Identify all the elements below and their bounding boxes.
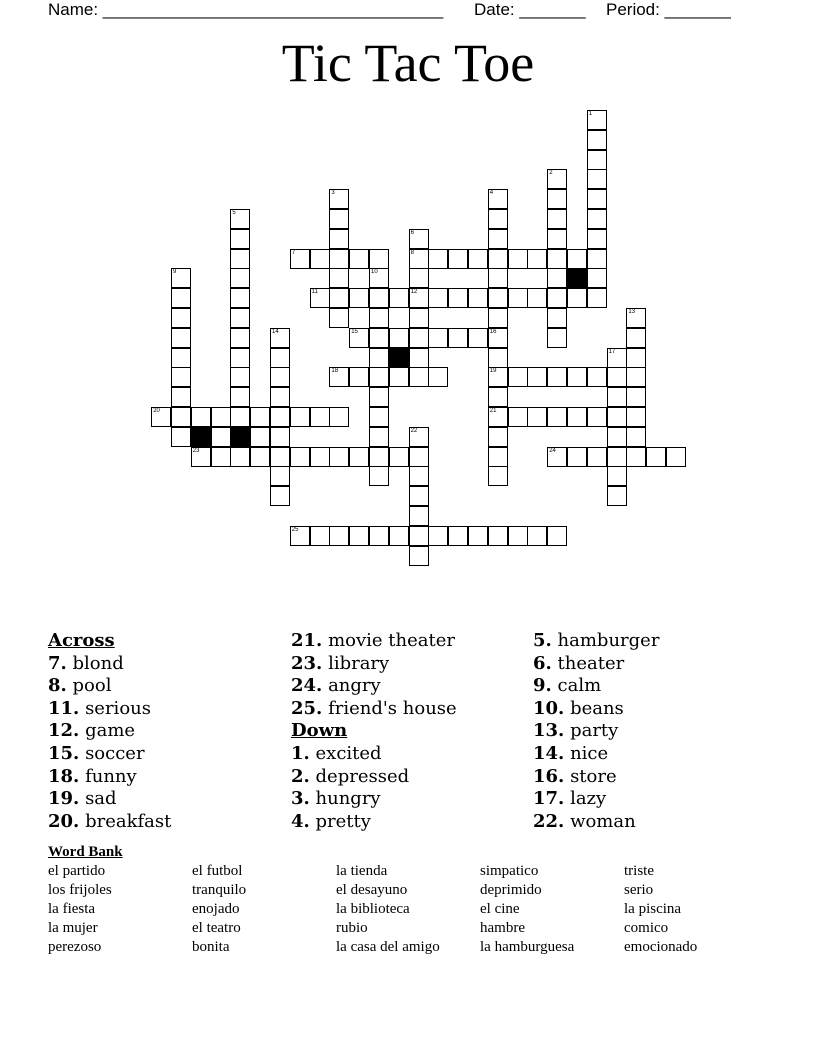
crossword-cell[interactable] bbox=[369, 308, 389, 328]
crossword-cell[interactable] bbox=[547, 189, 567, 209]
crossword-cell[interactable] bbox=[310, 288, 330, 308]
clue-number: 25 bbox=[291, 526, 299, 533]
clue-number: 13 bbox=[628, 309, 636, 315]
clue-8: 8. pool bbox=[48, 675, 112, 697]
crossword-cell[interactable] bbox=[448, 328, 468, 348]
crossword-cell[interactable] bbox=[310, 447, 330, 467]
crossword-cell[interactable] bbox=[488, 308, 508, 328]
word-bank-item: la fiesta bbox=[48, 901, 96, 917]
crossword-cell[interactable] bbox=[626, 407, 646, 427]
crossword-cell[interactable] bbox=[488, 387, 508, 407]
period-field-label[interactable]: Period: _______ bbox=[606, 0, 731, 19]
word-bank-item: los frijoles bbox=[48, 882, 112, 898]
word-bank-item: el teatro bbox=[192, 920, 241, 936]
crossword-cell[interactable] bbox=[369, 407, 389, 427]
crossword-cell[interactable] bbox=[547, 308, 567, 328]
clue-10: 10. beans bbox=[533, 697, 624, 719]
crossword-cell[interactable] bbox=[349, 328, 369, 348]
crossword-cell[interactable] bbox=[488, 466, 508, 486]
crossword-cell[interactable] bbox=[587, 249, 607, 269]
name-field-label[interactable]: Name: ____________________________________ bbox=[48, 0, 444, 19]
clue-6: 6. theater bbox=[533, 652, 625, 674]
crossword-cell[interactable] bbox=[428, 526, 448, 546]
word-bank-item: emocionado bbox=[624, 939, 698, 955]
crossword-cell[interactable] bbox=[547, 268, 567, 288]
clue-number: 14 bbox=[272, 328, 279, 335]
crossword-cell[interactable] bbox=[527, 407, 547, 427]
crossword-cell[interactable] bbox=[508, 526, 528, 546]
clue-number: 16 bbox=[489, 328, 497, 335]
crossword-cell[interactable] bbox=[508, 288, 528, 308]
word-bank-item: deprimido bbox=[480, 882, 542, 898]
crossword-cell[interactable] bbox=[250, 427, 270, 447]
clue-number: 10 bbox=[371, 269, 378, 276]
crossword-cell[interactable] bbox=[488, 229, 508, 249]
crossword-cell[interactable] bbox=[626, 308, 646, 328]
clue-number: 20 bbox=[153, 408, 160, 414]
crossword-cell[interactable] bbox=[587, 130, 607, 150]
clue-23: 23. library bbox=[291, 652, 390, 674]
word-bank-item: tranquilo bbox=[192, 882, 247, 898]
crossword-cell[interactable] bbox=[369, 348, 389, 368]
word-bank-column-4 bbox=[480, 862, 574, 957]
clue-number: 3 bbox=[331, 190, 335, 197]
crossword-cell[interactable] bbox=[270, 367, 290, 387]
crossword-cell[interactable] bbox=[270, 486, 290, 506]
clue-number: 4 bbox=[489, 190, 494, 197]
crossword-cell[interactable] bbox=[230, 367, 250, 387]
word-bank-item: hambre bbox=[480, 920, 525, 936]
crossword-cell[interactable] bbox=[468, 526, 488, 546]
crossword-cell[interactable] bbox=[448, 249, 468, 269]
crossword-block-cell bbox=[191, 427, 211, 447]
word-bank-item: enojado bbox=[192, 901, 240, 917]
crossword-cell[interactable] bbox=[587, 268, 607, 288]
crossword-cell[interactable] bbox=[349, 249, 369, 269]
crossword-cell[interactable] bbox=[409, 249, 429, 269]
crossword-cell[interactable] bbox=[508, 367, 528, 387]
crossword-cell[interactable] bbox=[409, 288, 429, 308]
crossword-cell[interactable] bbox=[230, 268, 250, 288]
crossword-cell[interactable] bbox=[488, 209, 508, 229]
word-bank-item: bonita bbox=[192, 939, 230, 955]
clue-number: 11 bbox=[311, 289, 318, 296]
clue-11: 11. serious bbox=[48, 697, 151, 719]
crossword-cell[interactable] bbox=[230, 249, 250, 269]
crossword-cell[interactable] bbox=[290, 447, 310, 467]
crossword-cell[interactable] bbox=[607, 387, 627, 407]
clue-13: 13. party bbox=[533, 720, 619, 742]
crossword-cell[interactable] bbox=[369, 526, 389, 546]
crossword-cell[interactable] bbox=[310, 407, 330, 427]
word-bank-item: el partido bbox=[48, 863, 106, 879]
crossword-cell[interactable] bbox=[369, 466, 389, 486]
crossword-cell[interactable] bbox=[230, 348, 250, 368]
crossword-cell[interactable] bbox=[230, 387, 250, 407]
crossword-cell[interactable] bbox=[626, 348, 646, 368]
crossword-cell[interactable] bbox=[488, 268, 508, 288]
crossword-cell[interactable] bbox=[409, 308, 429, 328]
crossword-cell[interactable] bbox=[567, 367, 587, 387]
clue-9: 9. calm bbox=[533, 675, 602, 697]
crossword-cell[interactable] bbox=[448, 288, 468, 308]
crossword-cell[interactable] bbox=[310, 249, 330, 269]
crossword-cell[interactable] bbox=[626, 387, 646, 407]
crossword-cell[interactable] bbox=[607, 407, 627, 427]
crossword-cell[interactable] bbox=[488, 526, 508, 546]
crossword-cell[interactable] bbox=[230, 407, 250, 427]
crossword-cell[interactable] bbox=[547, 249, 567, 269]
word-bank-item: la piscina bbox=[624, 901, 682, 917]
crossword-cell[interactable] bbox=[488, 367, 508, 387]
crossword-cell[interactable] bbox=[270, 447, 290, 467]
crossword-cell[interactable] bbox=[646, 447, 666, 467]
word-bank-item: el desayuno bbox=[336, 882, 408, 898]
crossword-cell[interactable] bbox=[409, 466, 429, 486]
crossword-cell[interactable] bbox=[409, 348, 429, 368]
crossword-cell[interactable] bbox=[567, 407, 587, 427]
crossword-cell[interactable] bbox=[349, 526, 369, 546]
clue-12: 12. game bbox=[48, 720, 136, 742]
crossword-cell[interactable] bbox=[369, 328, 389, 348]
clue-5: 5. hamburger bbox=[533, 630, 660, 651]
crossword-cell[interactable] bbox=[607, 367, 627, 387]
crossword-cell[interactable] bbox=[369, 249, 389, 269]
clue-number: 1 bbox=[588, 111, 593, 117]
crossword-cell[interactable] bbox=[191, 407, 211, 427]
crossword-cell[interactable] bbox=[587, 288, 607, 308]
clue-19: 19. sad bbox=[48, 788, 117, 810]
clue-number: 18 bbox=[331, 368, 339, 375]
crossword-cell[interactable] bbox=[151, 407, 171, 427]
crossword-cell[interactable] bbox=[468, 328, 488, 348]
crossword-cell[interactable] bbox=[349, 367, 369, 387]
crossword-cell[interactable] bbox=[171, 308, 191, 328]
crossword-cell[interactable] bbox=[547, 407, 567, 427]
crossword-cell[interactable] bbox=[310, 526, 330, 546]
crossword-cell[interactable] bbox=[409, 367, 429, 387]
crossword-cell[interactable] bbox=[389, 447, 409, 467]
crossword-cell[interactable] bbox=[329, 367, 349, 387]
crossword-cell[interactable] bbox=[171, 348, 191, 368]
clue-number: 22 bbox=[410, 427, 418, 434]
crossword-cell[interactable] bbox=[567, 447, 587, 467]
crossword-cell[interactable] bbox=[211, 447, 231, 467]
crossword-cell[interactable] bbox=[250, 407, 270, 427]
crossword-block-cell bbox=[389, 348, 409, 368]
crossword-cell[interactable] bbox=[191, 447, 211, 467]
crossword-cell[interactable] bbox=[527, 249, 547, 269]
across-heading: Across bbox=[48, 630, 115, 651]
crossword-cell[interactable] bbox=[369, 268, 389, 288]
clue-25: 25. friend's house bbox=[291, 697, 457, 719]
clue-number: 21 bbox=[489, 408, 497, 414]
word-bank-item: la hamburguesa bbox=[480, 939, 575, 955]
crossword-cell[interactable] bbox=[211, 427, 231, 447]
clue-number: 15 bbox=[351, 328, 358, 335]
crossword-cell[interactable] bbox=[607, 466, 627, 486]
crossword-cell[interactable] bbox=[290, 249, 310, 269]
crossword-cell[interactable] bbox=[488, 407, 508, 427]
crossword-cell[interactable] bbox=[567, 288, 587, 308]
crossword-cell[interactable] bbox=[369, 427, 389, 447]
clue-number: 12 bbox=[410, 289, 418, 296]
crossword-cell[interactable] bbox=[270, 407, 290, 427]
crossword-cell[interactable] bbox=[508, 407, 528, 427]
word-bank-item: serio bbox=[624, 882, 654, 898]
crossword-cell[interactable] bbox=[607, 486, 627, 506]
crossword-cell[interactable] bbox=[666, 447, 686, 467]
clue-20: 20. breakfast bbox=[48, 810, 172, 832]
crossword-cell[interactable] bbox=[349, 288, 369, 308]
crossword-cell[interactable] bbox=[488, 328, 508, 348]
crossword-cell[interactable] bbox=[626, 367, 646, 387]
crossword-cell[interactable] bbox=[448, 526, 468, 546]
crossword-cell[interactable] bbox=[329, 526, 349, 546]
crossword-cell[interactable] bbox=[389, 328, 409, 348]
clues-column-3 bbox=[533, 630, 659, 833]
crossword-cell[interactable] bbox=[171, 328, 191, 348]
crossword-cell[interactable] bbox=[587, 209, 607, 229]
crossword-cell[interactable] bbox=[171, 407, 191, 427]
crossword-cell[interactable] bbox=[250, 447, 270, 467]
crossword-cell[interactable] bbox=[428, 367, 448, 387]
crossword-cell[interactable] bbox=[488, 249, 508, 269]
crossword-cell[interactable] bbox=[389, 526, 409, 546]
crossword-cell[interactable] bbox=[587, 189, 607, 209]
clue-number: 5 bbox=[232, 210, 236, 216]
crossword-cell[interactable] bbox=[171, 387, 191, 407]
crossword-cell[interactable] bbox=[587, 110, 607, 130]
clue-2: 2. depressed bbox=[291, 765, 410, 787]
crossword-cell[interactable] bbox=[329, 308, 349, 328]
crossword-cell[interactable] bbox=[587, 447, 607, 467]
word-bank-item: comico bbox=[624, 920, 669, 936]
clue-number: 7 bbox=[291, 249, 296, 256]
crossword-cell[interactable] bbox=[508, 249, 528, 269]
clue-number: 24 bbox=[549, 447, 556, 454]
crossword-cell[interactable] bbox=[547, 229, 567, 249]
clue-number: 2 bbox=[549, 170, 553, 177]
crossword-cell[interactable] bbox=[369, 387, 389, 407]
crossword-cell[interactable] bbox=[290, 407, 310, 427]
clue-14: 14. nice bbox=[533, 742, 609, 764]
crossword-cell[interactable] bbox=[587, 229, 607, 249]
clue-3: 3. hungry bbox=[291, 788, 381, 810]
clue-21: 21. movie theater bbox=[291, 630, 455, 651]
crossword-cell[interactable] bbox=[329, 447, 349, 467]
crossword-cell[interactable] bbox=[567, 249, 587, 269]
crossword-cell[interactable] bbox=[488, 348, 508, 368]
word-bank-item: rubio bbox=[336, 920, 368, 936]
crossword-cell[interactable] bbox=[329, 407, 349, 427]
date-field-label[interactable]: Date: _______ bbox=[474, 0, 586, 19]
crossword-cell[interactable] bbox=[607, 427, 627, 447]
clue-number: 8 bbox=[410, 249, 414, 256]
crossword-cell[interactable] bbox=[230, 308, 250, 328]
crossword-cell[interactable] bbox=[547, 367, 567, 387]
crossword-cell[interactable] bbox=[409, 447, 429, 467]
crossword-block-cell bbox=[230, 427, 250, 447]
crossword-cell[interactable] bbox=[409, 546, 429, 566]
clue-17: 17. lazy bbox=[533, 788, 607, 810]
crossword-cell[interactable] bbox=[488, 427, 508, 447]
crossword-cell[interactable] bbox=[547, 328, 567, 348]
crossword-cell[interactable] bbox=[527, 288, 547, 308]
crossword-cell[interactable] bbox=[488, 288, 508, 308]
crossword-cell[interactable] bbox=[587, 169, 607, 189]
crossword-cell[interactable] bbox=[587, 367, 607, 387]
word-bank-item: el futbol bbox=[192, 863, 243, 879]
crossword-cell[interactable] bbox=[587, 150, 607, 170]
word-bank-item: la biblioteca bbox=[336, 901, 410, 917]
crossword-cell[interactable] bbox=[329, 249, 349, 269]
crossword-cell[interactable] bbox=[389, 367, 409, 387]
crossword-cell[interactable] bbox=[409, 229, 429, 249]
clue-number: 9 bbox=[173, 269, 177, 276]
crossword-cell[interactable] bbox=[230, 288, 250, 308]
crossword-cell[interactable] bbox=[270, 466, 290, 486]
word-bank-item: la mujer bbox=[48, 920, 98, 936]
clue-18: 18. funny bbox=[48, 765, 137, 787]
crossword-cell[interactable] bbox=[270, 387, 290, 407]
crossword-cell[interactable] bbox=[547, 288, 567, 308]
crossword-cell[interactable] bbox=[329, 229, 349, 249]
crossword-cell[interactable] bbox=[607, 348, 627, 368]
crossword-cell[interactable] bbox=[428, 328, 448, 348]
clue-24: 24. angry bbox=[291, 675, 381, 697]
clue-number: 23 bbox=[192, 447, 200, 454]
word-bank-item: simpatico bbox=[480, 863, 539, 879]
crossword-cell[interactable] bbox=[230, 447, 250, 467]
crossword-cell[interactable] bbox=[230, 209, 250, 229]
crossword-cell[interactable] bbox=[409, 427, 429, 447]
clue-number: 17 bbox=[608, 348, 616, 355]
crossword-cell[interactable] bbox=[270, 348, 290, 368]
crossword-cell[interactable] bbox=[468, 249, 488, 269]
crossword-cell[interactable] bbox=[270, 328, 290, 348]
crossword-cell[interactable] bbox=[547, 169, 567, 189]
crossword-cell[interactable] bbox=[409, 328, 429, 348]
crossword-cell[interactable] bbox=[626, 328, 646, 348]
crossword-cell[interactable] bbox=[488, 189, 508, 209]
crossword-cell[interactable] bbox=[428, 288, 448, 308]
crossword-cell[interactable] bbox=[329, 268, 349, 288]
clue-15: 15. soccer bbox=[48, 742, 145, 764]
crossword-cell[interactable] bbox=[547, 209, 567, 229]
crossword-cell[interactable] bbox=[369, 447, 389, 467]
crossword-cell[interactable] bbox=[409, 268, 429, 288]
clue-1: 1. excited bbox=[291, 742, 382, 764]
crossword-cell[interactable] bbox=[607, 447, 627, 467]
crossword-cell[interactable] bbox=[369, 288, 389, 308]
crossword-cell[interactable] bbox=[230, 328, 250, 348]
crossword-cell[interactable] bbox=[409, 526, 429, 546]
clues-column-1 bbox=[48, 630, 171, 833]
word-bank-column-2 bbox=[192, 862, 246, 957]
crossword-cell[interactable] bbox=[428, 249, 448, 269]
crossword-cell[interactable] bbox=[527, 367, 547, 387]
crossword-cell[interactable] bbox=[171, 288, 191, 308]
crossword-cell[interactable] bbox=[369, 367, 389, 387]
crossword-cell[interactable] bbox=[488, 447, 508, 467]
crossword-cell[interactable] bbox=[626, 447, 646, 467]
crossword-cell[interactable] bbox=[329, 189, 349, 209]
crossword-cell[interactable] bbox=[547, 526, 567, 546]
clue-number: 19 bbox=[489, 368, 497, 375]
crossword-cell[interactable] bbox=[171, 367, 191, 387]
clue-7: 7. blond bbox=[48, 652, 124, 674]
crossword-cell[interactable] bbox=[230, 229, 250, 249]
word-bank-column-3 bbox=[336, 862, 440, 957]
word-bank-item: la tienda bbox=[336, 863, 388, 879]
word-bank-item: la casa del amigo bbox=[336, 939, 440, 955]
crossword-cell[interactable] bbox=[270, 427, 290, 447]
clues-column-2 bbox=[291, 630, 457, 833]
crossword-cell[interactable] bbox=[171, 427, 191, 447]
clue-number: 6 bbox=[410, 229, 414, 236]
crossword-block-cell bbox=[567, 268, 587, 288]
crossword-cell[interactable] bbox=[587, 407, 607, 427]
word-bank-item: perezoso bbox=[48, 939, 102, 955]
crossword-cell[interactable] bbox=[349, 447, 369, 467]
crossword-cell[interactable] bbox=[409, 486, 429, 506]
clue-4: 4. pretty bbox=[291, 810, 371, 832]
crossword-cell[interactable] bbox=[547, 447, 567, 467]
crossword-cell[interactable] bbox=[329, 209, 349, 229]
down-heading: Down bbox=[291, 720, 348, 742]
page-title: Tic Tac Toe bbox=[281, 33, 535, 93]
word-bank-title: Word Bank bbox=[48, 844, 123, 860]
word-bank-item: el cine bbox=[480, 901, 520, 917]
crossword-cell[interactable] bbox=[527, 526, 547, 546]
clue-22: 22. woman bbox=[533, 810, 636, 832]
crossword-cell[interactable] bbox=[329, 288, 349, 308]
crossword-cell[interactable] bbox=[211, 407, 231, 427]
word-bank-column-1 bbox=[48, 862, 112, 957]
crossword-cell[interactable] bbox=[409, 506, 429, 526]
clue-16: 16. store bbox=[533, 765, 617, 787]
crossword-cell[interactable] bbox=[290, 526, 310, 546]
crossword-cell[interactable] bbox=[626, 427, 646, 447]
crossword-cell[interactable] bbox=[171, 268, 191, 288]
word-bank-column-5 bbox=[624, 862, 697, 957]
crossword-cell[interactable] bbox=[468, 288, 488, 308]
crossword-cell[interactable] bbox=[389, 288, 409, 308]
word-bank-item: triste bbox=[624, 863, 654, 879]
